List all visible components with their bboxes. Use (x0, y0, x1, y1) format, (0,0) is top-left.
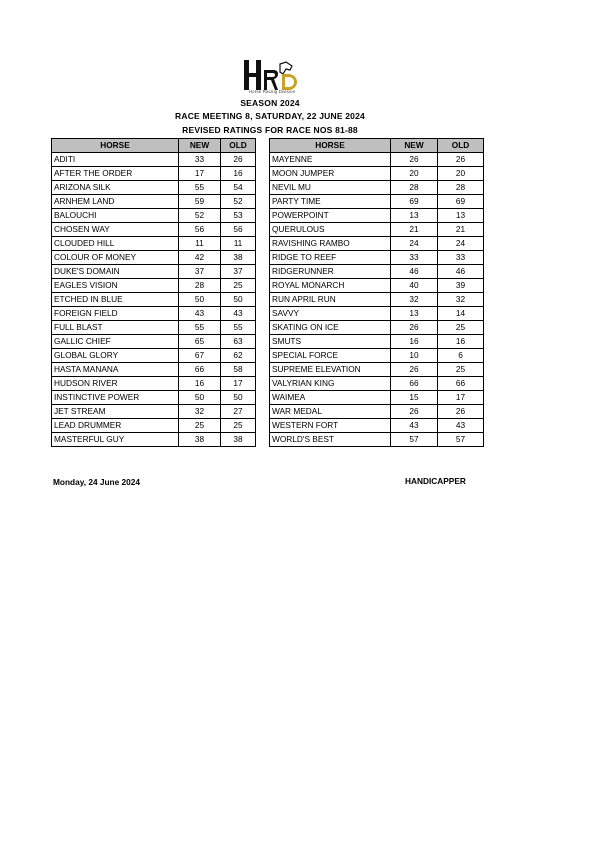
table-row (52, 181, 256, 195)
table-row (270, 377, 484, 391)
old-rating-cell: 39 (438, 279, 484, 293)
new-rating-cell: 26 (391, 363, 438, 377)
table-row (270, 167, 484, 181)
old-rating-cell: 25 (221, 419, 256, 433)
horse-name-cell: MOON JUMPER (270, 167, 391, 181)
horse-name-cell: MAYENNE (270, 153, 391, 167)
new-rating-cell: 55 (179, 321, 221, 335)
table-row (52, 349, 256, 363)
horse-name-cell: WESTERN FORT (270, 419, 391, 433)
horse-name-cell: SUPREME ELEVATION (270, 363, 391, 377)
horse-name-cell: ETCHED IN BLUE (52, 293, 179, 307)
new-rating-cell: 26 (391, 321, 438, 335)
table-row (52, 195, 256, 209)
table-row (52, 167, 256, 181)
old-rating-cell: 66 (438, 377, 484, 391)
horse-name-cell: POWERPOINT (270, 209, 391, 223)
old-rating-cell: 17 (438, 391, 484, 405)
ratings-table-right-body (270, 153, 484, 447)
old-rating-cell: 69 (438, 195, 484, 209)
old-rating-cell: 20 (438, 167, 484, 181)
table-row (52, 237, 256, 251)
horse-name-cell: LEAD DRUMMER (52, 419, 179, 433)
table-row (52, 335, 256, 349)
new-rating-cell: 32 (179, 405, 221, 419)
table-row (270, 433, 484, 447)
old-rating-cell: 21 (438, 223, 484, 237)
table-row (270, 293, 484, 307)
table-row (270, 195, 484, 209)
new-rating-cell: 33 (179, 153, 221, 167)
table-row (270, 405, 484, 419)
table-row (52, 153, 256, 167)
new-rating-cell: 10 (391, 349, 438, 363)
new-rating-cell: 50 (179, 293, 221, 307)
old-rating-cell: 43 (438, 419, 484, 433)
horse-name-cell: CHOSEN WAY (52, 223, 179, 237)
table-row (270, 307, 484, 321)
new-rating-cell: 16 (179, 377, 221, 391)
horse-name-cell: RIDGE TO REEF (270, 251, 391, 265)
table-row (52, 405, 256, 419)
old-rating-cell: 53 (221, 209, 256, 223)
horse-name-cell: CLOUDED HILL (52, 237, 179, 251)
horse-name-cell: RAVISHING RAMBO (270, 237, 391, 251)
horse-name-cell: GLOBAL GLORY (52, 349, 179, 363)
horse-name-cell: INSTINCTIVE POWER (52, 391, 179, 405)
table-row (52, 293, 256, 307)
meeting-title: RACE MEETING 8, SATURDAY, 22 JUNE 2024 (175, 111, 365, 121)
horse-name-cell: JET STREAM (52, 405, 179, 419)
table-row (270, 363, 484, 377)
horse-name-cell: BALOUCHI (52, 209, 179, 223)
table-row (52, 321, 256, 335)
season-title: SEASON 2024 (240, 98, 300, 108)
old-rating-cell: 57 (438, 433, 484, 447)
old-rating-cell: 63 (221, 335, 256, 349)
new-rating-cell: 66 (179, 363, 221, 377)
horse-name-cell: VALYRIAN KING (270, 377, 391, 391)
new-rating-cell: 17 (179, 167, 221, 181)
new-rating-cell: 43 (391, 419, 438, 433)
old-rating-cell: 27 (221, 405, 256, 419)
ratings-table-right (269, 138, 484, 447)
table-row (52, 307, 256, 321)
table-row (52, 433, 256, 447)
table-row (270, 419, 484, 433)
horse-name-cell: AFTER THE ORDER (52, 167, 179, 181)
new-rating-cell: 50 (179, 391, 221, 405)
column-header-horse: HORSE (52, 139, 179, 153)
old-rating-cell: 14 (438, 307, 484, 321)
table-row (270, 223, 484, 237)
new-rating-cell: 25 (179, 419, 221, 433)
new-rating-cell: 43 (179, 307, 221, 321)
new-rating-cell: 52 (179, 209, 221, 223)
old-rating-cell: 38 (221, 251, 256, 265)
old-rating-cell: 25 (438, 363, 484, 377)
horse-name-cell: QUERULOUS (270, 223, 391, 237)
table-row (270, 265, 484, 279)
column-header-old: OLD (438, 139, 484, 153)
new-rating-cell: 56 (179, 223, 221, 237)
old-rating-cell: 58 (221, 363, 256, 377)
horse-name-cell: SKATING ON ICE (270, 321, 391, 335)
new-rating-cell: 20 (391, 167, 438, 181)
horse-name-cell: ROYAL MONARCH (270, 279, 391, 293)
old-rating-cell: 52 (221, 195, 256, 209)
old-rating-cell: 54 (221, 181, 256, 195)
old-rating-cell: 43 (221, 307, 256, 321)
table-row (270, 321, 484, 335)
horse-name-cell: ARNHEM LAND (52, 195, 179, 209)
horse-name-cell: HASTA MANANA (52, 363, 179, 377)
table-row (52, 377, 256, 391)
horse-name-cell: MASTERFUL GUY (52, 433, 179, 447)
old-rating-cell: 16 (221, 167, 256, 181)
old-rating-cell: 26 (438, 405, 484, 419)
table-row (52, 363, 256, 377)
table-header-row (52, 139, 256, 153)
horse-name-cell: WORLD'S BEST (270, 433, 391, 447)
horse-name-cell: SPECIAL FORCE (270, 349, 391, 363)
old-rating-cell: 6 (438, 349, 484, 363)
horse-name-cell: RUN APRIL RUN (270, 293, 391, 307)
new-rating-cell: 65 (179, 335, 221, 349)
horse-name-cell: RIDGERUNNER (270, 265, 391, 279)
horse-name-cell: GALLIC CHIEF (52, 335, 179, 349)
new-rating-cell: 24 (391, 237, 438, 251)
table-row (52, 279, 256, 293)
table-row (270, 209, 484, 223)
new-rating-cell: 28 (391, 181, 438, 195)
horse-name-cell: PARTY TIME (270, 195, 391, 209)
horse-name-cell: NEVIL MU (270, 181, 391, 195)
old-rating-cell: 13 (438, 209, 484, 223)
new-rating-cell: 13 (391, 209, 438, 223)
horse-name-cell: COLOUR OF MONEY (52, 251, 179, 265)
new-rating-cell: 11 (179, 237, 221, 251)
new-rating-cell: 13 (391, 307, 438, 321)
column-header-horse: HORSE (270, 139, 391, 153)
new-rating-cell: 38 (179, 433, 221, 447)
table-header-row (270, 139, 484, 153)
new-rating-cell: 46 (391, 265, 438, 279)
new-rating-cell: 16 (391, 335, 438, 349)
old-rating-cell: 62 (221, 349, 256, 363)
table-row (270, 181, 484, 195)
old-rating-cell: 37 (221, 265, 256, 279)
horse-name-cell: EAGLES VISION (52, 279, 179, 293)
report-date: Monday, 24 June 2024 (53, 477, 140, 487)
table-row (52, 391, 256, 405)
horse-name-cell: ADITI (52, 153, 179, 167)
column-header-new: NEW (391, 139, 438, 153)
table-row (270, 153, 484, 167)
table-row (270, 349, 484, 363)
horse-name-cell: WAR MEDAL (270, 405, 391, 419)
new-rating-cell: 26 (391, 153, 438, 167)
new-rating-cell: 55 (179, 181, 221, 195)
column-header-new: NEW (179, 139, 221, 153)
logo-caption: Horse Racing Division (248, 89, 296, 94)
table-row (52, 223, 256, 237)
new-rating-cell: 32 (391, 293, 438, 307)
old-rating-cell: 50 (221, 293, 256, 307)
horse-name-cell: HUDSON RIVER (52, 377, 179, 391)
old-rating-cell: 32 (438, 293, 484, 307)
old-rating-cell: 38 (221, 433, 256, 447)
new-rating-cell: 37 (179, 265, 221, 279)
table-row (270, 335, 484, 349)
new-rating-cell: 67 (179, 349, 221, 363)
horse-name-cell: WAIMEA (270, 391, 391, 405)
new-rating-cell: 66 (391, 377, 438, 391)
new-rating-cell: 69 (391, 195, 438, 209)
horse-name-cell: SMUTS (270, 335, 391, 349)
horse-name-cell: SAVVY (270, 307, 391, 321)
horse-name-cell: FOREIGN FIELD (52, 307, 179, 321)
new-rating-cell: 26 (391, 405, 438, 419)
old-rating-cell: 24 (438, 237, 484, 251)
horse-name-cell: FULL BLAST (52, 321, 179, 335)
old-rating-cell: 26 (221, 153, 256, 167)
new-rating-cell: 21 (391, 223, 438, 237)
old-rating-cell: 25 (438, 321, 484, 335)
new-rating-cell: 40 (391, 279, 438, 293)
column-header-old: OLD (221, 139, 256, 153)
new-rating-cell: 57 (391, 433, 438, 447)
new-rating-cell: 33 (391, 251, 438, 265)
old-rating-cell: 46 (438, 265, 484, 279)
table-row (52, 419, 256, 433)
new-rating-cell: 42 (179, 251, 221, 265)
old-rating-cell: 50 (221, 391, 256, 405)
old-rating-cell: 33 (438, 251, 484, 265)
table-row (270, 237, 484, 251)
table-row (270, 391, 484, 405)
table-row (52, 251, 256, 265)
report-subtitle: REVISED RATINGS FOR RACE NOS 81-88 (182, 125, 358, 135)
new-rating-cell: 28 (179, 279, 221, 293)
old-rating-cell: 17 (221, 377, 256, 391)
ratings-table-left-body (52, 153, 256, 447)
new-rating-cell: 59 (179, 195, 221, 209)
old-rating-cell: 11 (221, 237, 256, 251)
ratings-table-left (51, 138, 256, 447)
horse-name-cell: ARIZONA SILK (52, 181, 179, 195)
old-rating-cell: 25 (221, 279, 256, 293)
old-rating-cell: 16 (438, 335, 484, 349)
new-rating-cell: 15 (391, 391, 438, 405)
old-rating-cell: 56 (221, 223, 256, 237)
old-rating-cell: 55 (221, 321, 256, 335)
table-row (52, 265, 256, 279)
old-rating-cell: 28 (438, 181, 484, 195)
old-rating-cell: 26 (438, 153, 484, 167)
signatory: HANDICAPPER (405, 476, 466, 486)
table-row (270, 279, 484, 293)
table-row (52, 209, 256, 223)
horse-name-cell: DUKE'S DOMAIN (52, 265, 179, 279)
table-row (270, 251, 484, 265)
